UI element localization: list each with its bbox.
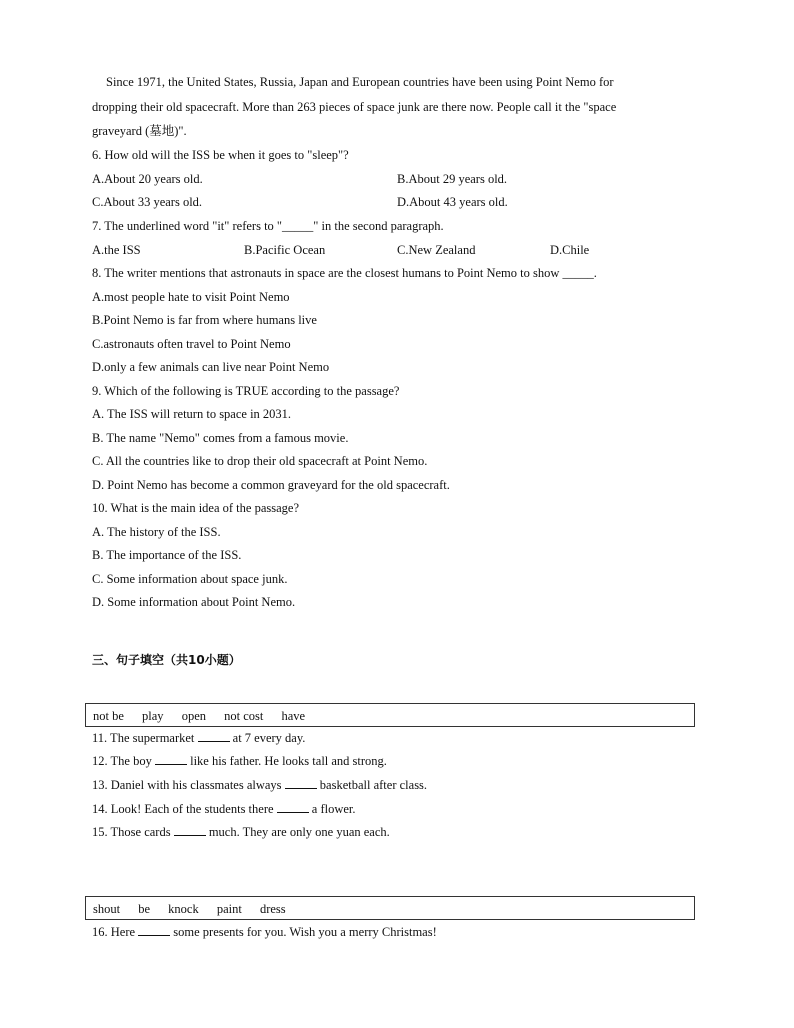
section-3-title: 三、句子填空（共10小题）: [92, 653, 241, 667]
sentence-text: 13. Daniel with his classmates always: [92, 778, 285, 792]
question-7-stem: 7. The underlined word "it" refers to "_____" in the second paragraph.: [92, 219, 444, 233]
word-bank-word: be: [138, 902, 151, 916]
question-10-option-b: B. The importance of the ISS.: [92, 548, 242, 562]
question-7-option-c: C.New Zealand: [397, 243, 476, 257]
question-6-option-d: D.About 43 years old.: [397, 195, 508, 209]
question-9-option-d: D. Point Nemo has become a common graveyard for the old spacecraft.: [92, 478, 450, 492]
question-9-stem: 9. Which of the following is TRUE according to the passage?: [92, 384, 400, 398]
word-bank-word: not cost: [224, 709, 264, 723]
sentence-text: 11. The supermarket: [92, 731, 198, 745]
sentence-11: [92, 730, 305, 746]
question-7-option-b: B.Pacific Ocean: [244, 243, 326, 257]
question-8-option-b: B.Point Nemo is far from where humans live: [92, 313, 317, 327]
word-bank-1: [93, 708, 320, 724]
answer-blank[interactable]: [277, 802, 309, 813]
word-bank-box-2: [85, 896, 695, 920]
question-8-option-c: C.astronauts often travel to Point Nemo: [92, 337, 291, 351]
sentence-text: some presents for you. Wish you a merry Christmas!: [170, 925, 437, 939]
passage-line: graveyard (墓地)".: [92, 124, 187, 138]
sentence-text: 15. Those cards: [92, 825, 174, 839]
question-10-option-d: D. Some information about Point Nemo.: [92, 595, 296, 609]
question-9-option-a: A. The ISS will return to space in 2031.: [92, 407, 292, 421]
question-9-option-c: C. All the countries like to drop their old spacecraft at Point Nemo.: [92, 454, 428, 468]
sentence-15: [92, 824, 390, 840]
word-bank-word: not be: [93, 709, 124, 723]
question-8-stem: 8. The writer mentions that astronauts in space are the closest humans to Point Nemo to show _____.: [92, 266, 597, 280]
sentence-12: [92, 753, 387, 769]
question-8-option-d: D.only a few animals can live near Point Nemo: [92, 360, 330, 374]
word-bank-word: shout: [93, 902, 121, 916]
question-7-option-a: A.the ISS: [92, 243, 141, 257]
answer-blank[interactable]: [155, 754, 187, 765]
answer-blank[interactable]: [285, 778, 317, 789]
question-10-option-a: A. The history of the ISS.: [92, 525, 221, 539]
word-bank-word: open: [181, 709, 206, 723]
question-9-option-b: B. The name "Nemo" comes from a famous movie.: [92, 431, 349, 445]
answer-blank[interactable]: [138, 925, 170, 936]
sentence-text: 12. The boy: [92, 754, 155, 768]
sentence-text: 16. Here: [92, 925, 139, 939]
word-bank-word: paint: [216, 902, 242, 916]
sentence-text: a flower.: [308, 802, 356, 816]
word-bank-word: have: [281, 709, 306, 723]
question-6-option-c: C.About 33 years old.: [92, 195, 203, 209]
word-bank-box-1: [85, 703, 695, 727]
sentence-text: at 7 every day.: [229, 731, 306, 745]
word-bank-word: play: [142, 709, 164, 723]
sentence-text: basketball after class.: [316, 778, 428, 792]
answer-blank[interactable]: [174, 825, 206, 836]
sentence-text: 14. Look! Each of the students there: [92, 802, 277, 816]
word-bank-word: knock: [168, 902, 199, 916]
passage-paragraph: [92, 70, 672, 144]
question-10-option-c: C. Some information about space junk.: [92, 572, 288, 586]
passage-line: Since 1971, the United States, Russia, Japan and European countries have been using Point Nemo for: [106, 75, 614, 89]
question-10-stem: 10. What is the main idea of the passage?: [92, 501, 299, 515]
sentence-text: much. They are only one yuan each.: [205, 825, 390, 839]
sentence-14: [92, 801, 356, 817]
word-bank-2: [93, 901, 301, 917]
question-8-option-a: A.most people hate to visit Point Nemo: [92, 290, 290, 304]
word-bank-word: dress: [259, 902, 286, 916]
question-7-option-d: D.Chile: [550, 243, 590, 257]
sentence-13: [92, 777, 427, 793]
passage-line: dropping their old spacecraft. More than 263 pieces of space junk are there now. People call it the "space: [92, 99, 617, 114]
sentence-16: [92, 924, 437, 940]
question-6-stem: 6. How old will the ISS be when it goes to "sleep"?: [92, 148, 349, 162]
answer-blank[interactable]: [198, 731, 230, 742]
question-6-option-b: B.About 29 years old.: [397, 172, 508, 186]
sentence-text: like his father. He looks tall and strong.: [186, 754, 387, 768]
question-6-option-a: A.About 20 years old.: [92, 172, 203, 186]
